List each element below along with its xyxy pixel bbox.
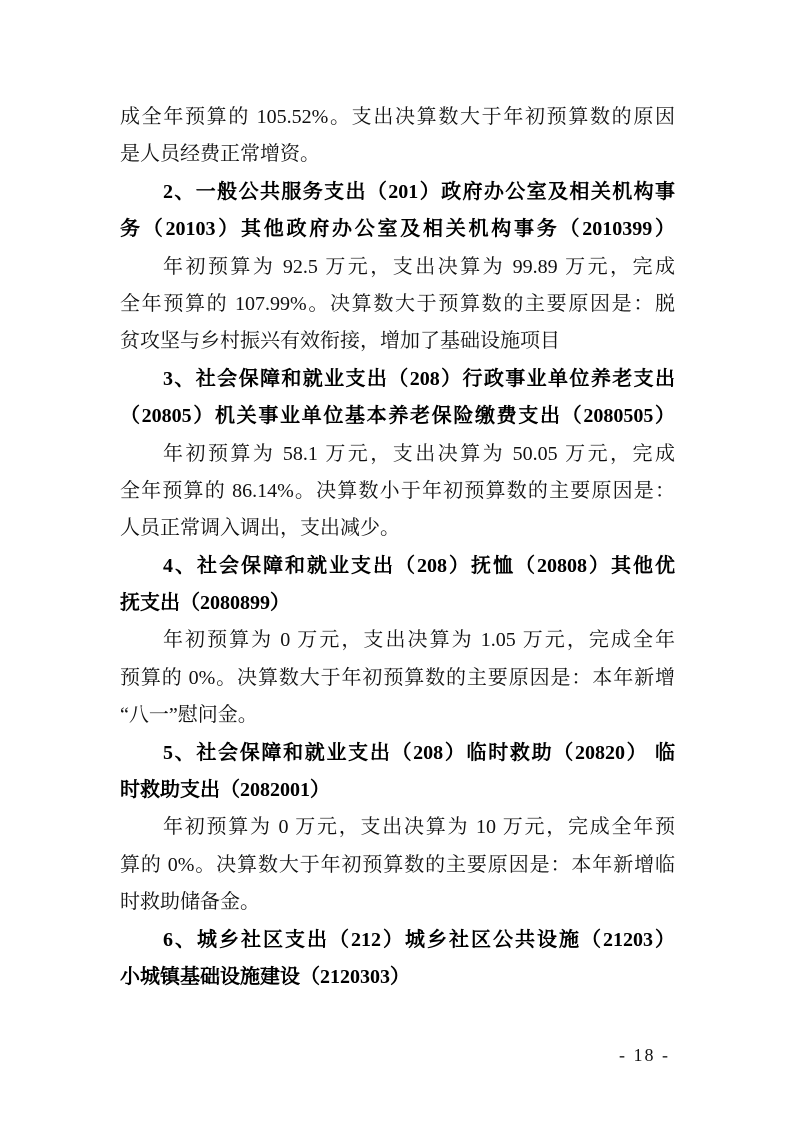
document-body [120, 99, 675, 996]
item-section-2 [120, 174, 675, 361]
body-line: “八一”慰问金。 [120, 704, 258, 727]
section-heading-line: 5、社会保障和就业支出（208）临时救助（20820） 临 [163, 741, 675, 764]
section-heading-line: 小城镇基础设施建设（2120303） [120, 965, 410, 988]
section-heading-line: 时救助支出（2082001） [120, 779, 330, 802]
section-heading-line: 2、一般公共服务支出（201）政府办公室及相关机构事 [163, 180, 675, 203]
continuation-paragraph [120, 99, 675, 174]
item-section-3 [120, 361, 675, 548]
body-line: 年初预算为 92.5 万元，支出决算为 99.89 万元，完成 [163, 255, 675, 278]
body-line: 年初预算为 58.1 万元，支出决算为 50.05 万元，完成 [163, 442, 675, 465]
body-line: 年初预算为 0 万元，支出决算为 10 万元，完成全年预 [163, 816, 675, 839]
page-number: - 18 - [619, 1045, 670, 1065]
section-heading-line: 3、社会保障和就业支出（208）行政事业单位养老支出 [163, 367, 675, 390]
body-line: 成全年预算的 105.52%。支出决算数大于年初预算数的原因 [120, 106, 675, 128]
body-line: 年初预算为 0 万元，支出决算为 1.05 万元，完成全年 [163, 629, 675, 652]
body-line: 全年预算的 86.14%。决算数小于年初预算数的主要原因是： [120, 479, 675, 502]
body-line: 贫攻坚与乡村振兴有效衔接，增加了基础设施项目 [120, 330, 560, 353]
body-line: 预算的 0%。决算数大于年初预算数的主要原因是：本年新增 [120, 666, 675, 689]
item-section-5 [120, 735, 675, 922]
body-line: 人员正常调入调出，支出减少。 [120, 517, 400, 540]
body-line: 是人员经费正常增资。 [120, 143, 320, 166]
section-heading-line: 抚支出（2080899） [120, 592, 290, 615]
body-line: 时救助储备金。 [120, 891, 260, 914]
item-section-6 [120, 922, 675, 997]
section-heading-line: 4、社会保障和就业支出（208）抚恤（20808）其他优 [163, 554, 675, 577]
body-line: 全年预算的 107.99%。决算数大于预算数的主要原因是：脱 [120, 292, 675, 315]
body-line: 算的 0%。决算数大于年初预算数的主要原因是：本年新增临 [120, 853, 675, 876]
item-section-4 [120, 548, 675, 735]
section-heading-line: （20805）机关事业单位基本养老保险缴费支出（2080505） [120, 405, 675, 428]
section-heading-line: 6、城乡社区支出（212）城乡社区公共设施（21203） [163, 928, 675, 951]
section-heading-line: 务（20103）其他政府办公室及相关机构事务（2010399） [120, 218, 675, 241]
